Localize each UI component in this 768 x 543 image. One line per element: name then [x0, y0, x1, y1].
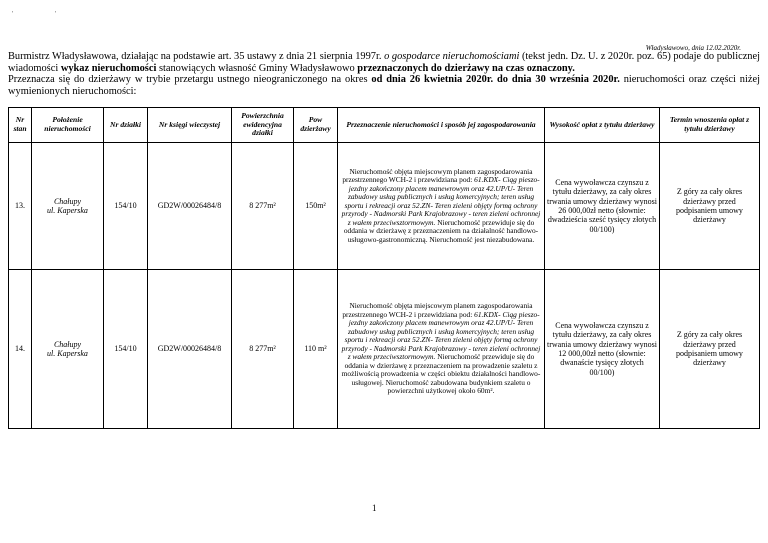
- header-purpose: Przeznaczenie nieruchomości i sposób jej zagospodarowania: [338, 108, 545, 143]
- header-plot-area: Powierzchnia ewidencyjna działki: [232, 108, 294, 143]
- cell-fee: Cena wywoławcza czynszu z tytułu dzierżawy, za cały okres trwania umowy dzierżawy wynosi 12 000,00zł netto (słownie: dwanaście tysięcy złotych 00/100): [545, 270, 660, 429]
- intro-text: [8, 51, 760, 97]
- cell-payment-term: Z góry za cały okres dzierżawy przed podpisaniem umowy dzierżawy: [660, 143, 760, 270]
- page-number: 1: [372, 503, 377, 513]
- cell-location: Chałupy ul. Kaperska: [32, 143, 104, 270]
- intro-paragraph-1: Burmistrz Władysławowa, działając na podstawie art. 35 ustawy z dnia 21 sierpnia 1997r. o gospodarce nieruchomościami (tekst jedn. Dz. U. z 2020r. poz. 65) podaje do publicznej wiadomości wykaz nieruchomości stanowiących własność Gminy Władysławowo przeznaczonych do dzierżawy na czas oznaczony.: [8, 51, 760, 74]
- header-fee: Wysokość opłat z tytułu dzierżawy: [545, 108, 660, 143]
- corner-marks: ' ': [12, 10, 77, 18]
- document-date: Władysławowo, dnia 12.02.2020r.: [645, 44, 741, 52]
- cell-location: Chałupy ul. Kaperska: [32, 270, 104, 429]
- header-land-register: Nr księgi wieczystej: [148, 108, 232, 143]
- cell-purpose: Nieruchomość objęta miejscowym planem zagospodarowania przestrzennego WCH-2 i przewidziana pod: 61.KDX- Ciąg pieszo-jezdny zakończony placem manewrowym oraz 42.UP/U- Teren zabudowy usług publicznych i usług komercyjnych; teren usług sportu i rekreacji oraz 52.ZN- Teren zieleni objęty formą ochrony przyrody - Nadmorski Park Krajobrazowy - teren zieleni ochronnej z wałem przeciwsztormowym. Nieruchomość przewiduje się do oddania w dzierżawę z przeznaczeniem na działalność handlowo-usługowo-gastronomiczną. Nieruchomość jest niezabudowana.: [338, 143, 545, 270]
- cell-plot-area: 8 277m²: [232, 143, 294, 270]
- cell-plot: 154/10: [104, 270, 148, 429]
- cell-land-register: GD2W/00026484/8: [148, 270, 232, 429]
- cell-lease-area: 150m²: [294, 143, 338, 270]
- header-lease-area: Pow dzierżawy: [294, 108, 338, 143]
- table-header-row: [9, 108, 760, 143]
- intro-paragraph-2: Przeznacza się do dzierżawy w trybie przetargu ustnego nieograniczonego na okres od dnia 26 kwietnia 2020r. do dnia 30 września 2020r. nieruchomości oraz części niżej wymienionych nieruchomości:: [8, 74, 761, 97]
- cell-lease-area: 110 m²: [294, 270, 338, 429]
- cell-nr: 14.: [9, 270, 32, 429]
- header-nr: Nr stan: [9, 108, 32, 143]
- header-location: Położenie nieruchomości: [32, 108, 104, 143]
- table-row: [9, 143, 760, 270]
- cell-fee: Cena wywoławcza czynszu z tytułu dzierżawy, za cały okres trwania umowy dzierżawy wynosi 26 000,00zł netto (słownie: dwadzieścia sześć tysięcy złotych 00/100): [545, 143, 660, 270]
- cell-plot-area: 8 277m²: [232, 270, 294, 429]
- cell-nr: 13.: [9, 143, 32, 270]
- cell-payment-term: Z góry za cały okres dzierżawy przed podpisaniem umowy dzierżawy: [660, 270, 760, 429]
- header-payment-term: Termin wnoszenia opłat z tytułu dzierżawy: [660, 108, 760, 143]
- cell-land-register: GD2W/00026484/8: [148, 143, 232, 270]
- cell-purpose: Nieruchomość objęta miejscowym planem zagospodarowania przestrzennego WCH-2 i przewidziana pod: 61.KDX- Ciąg pieszo-jezdny zakończony placem manewrowym oraz 42.UP/U- Teren zabudowy usług publicznych i usług komercyjnych; teren usług sportu i rekreacji oraz 52.ZN- Teren zieleni objęty formą ochrony przyrody - Nadmorski Park Krajobrazowy - teren zieleni ochronnej z wałem przeciwsztormowym. Nieruchomość przewiduje się do oddania w dzierżawę z przeznaczeniem na prowadzenie szaletu z możliwością prowadzenia w części obiektu działalności handlowo-usługowej. Nieruchomość zabudowana budynkiem szaletu o powierzchni użytkowej około 60m².: [338, 270, 545, 429]
- header-plot: Nr działki: [104, 108, 148, 143]
- property-table: [8, 107, 760, 429]
- table-row: [9, 270, 760, 429]
- cell-plot: 154/10: [104, 143, 148, 270]
